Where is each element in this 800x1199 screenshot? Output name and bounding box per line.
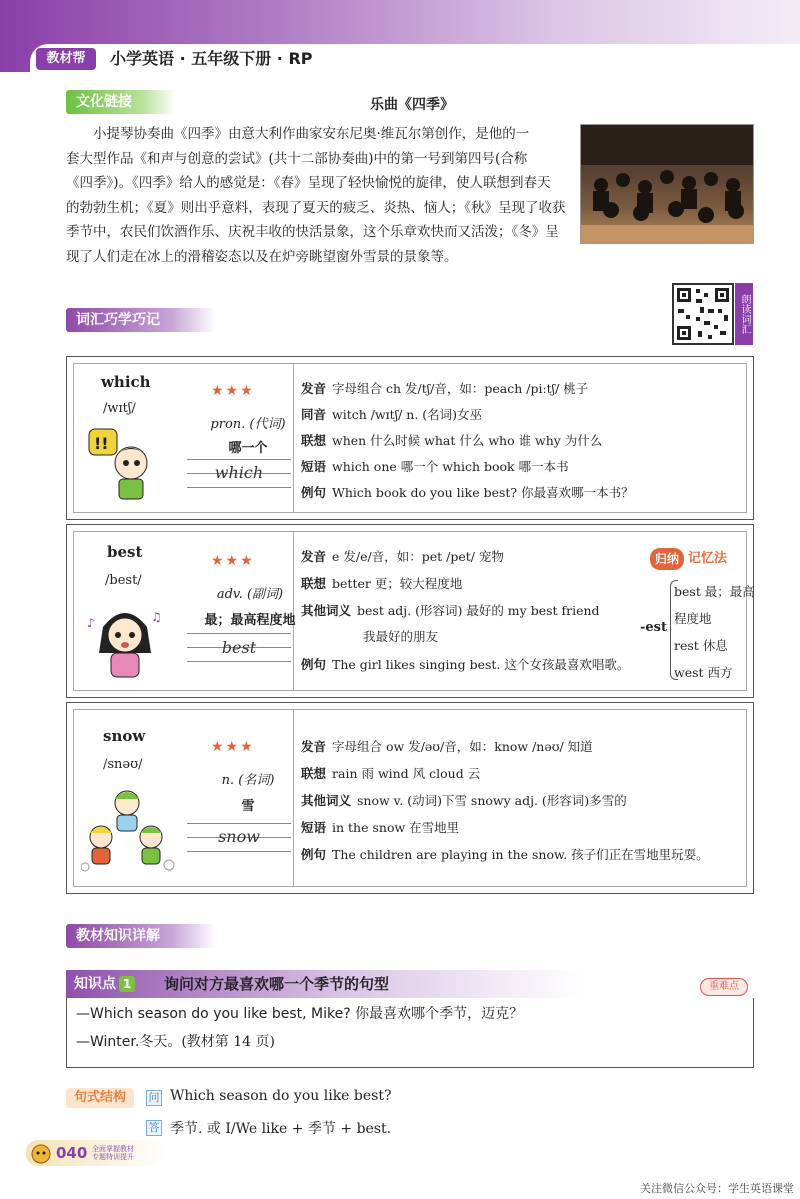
structure-tag: 句式结构	[66, 1088, 134, 1108]
word: best	[107, 543, 143, 561]
vocab-card-snow	[66, 702, 754, 894]
info-row: 短语 in the snow 在雪地里	[301, 820, 460, 835]
answer-mark-box: 答	[146, 1120, 162, 1136]
meaning: 雪	[241, 799, 255, 814]
qr-side-label: 朗读词汇	[735, 283, 753, 345]
kids-snow-illustration	[81, 785, 177, 879]
difficulty-badge: 重难点	[700, 978, 748, 996]
memory-item: rest 休息	[674, 638, 728, 653]
memory-list	[674, 578, 755, 686]
dialogue-line: —Which season do you like best, Mike? 你最喜欢哪个季节，迈克？	[76, 1006, 524, 1022]
info-row: 同音 witch /wɪtʃ/ n. (名词)女巫	[301, 407, 483, 422]
info-row: 短语 which one 哪一个 which book 哪一本书	[301, 459, 569, 474]
page-number: 040	[56, 1144, 88, 1162]
info-row: 其他词义 snow v. (动词)下雪 snowy adj. (形容词)多雪的	[301, 793, 627, 808]
info-row-continued: 我最好的朋友	[363, 629, 439, 644]
part-of-speech: adv. (副词)	[216, 587, 284, 602]
info-row: 联想 better 更；较大程度地	[301, 576, 463, 591]
vocab-card-which	[66, 356, 754, 520]
question-structure: Which season do you like best?	[170, 1088, 392, 1104]
answer-structure: 季节. 或 I/We like + 季节 + best.	[170, 1121, 392, 1137]
memory-item: 程度地	[674, 611, 712, 626]
brand-logo: 教材帮	[36, 48, 96, 70]
memory-item: best 最；最高	[674, 584, 755, 599]
culture-line: 小提琴协奏曲《四季》由意大利作曲家安东尼奥·维瓦尔第创作，是他的一	[93, 126, 530, 142]
vocab-tag: 词汇巧学巧记	[66, 308, 216, 332]
info-row: 其他词义 best adj. (形容词) 最好的 my best friend	[301, 603, 600, 618]
footer-slogan: 全面掌握教材 专题特训提升	[92, 1145, 134, 1161]
qr-code[interactable]	[672, 283, 734, 345]
memory-suffix: -est	[640, 620, 667, 635]
handwriting: which	[214, 463, 264, 482]
info-row: 发音 字母组合 ch 发/tʃ/音，如：peach /piːtʃ/ 桃子	[301, 381, 589, 396]
phonetic: /wɪtʃ/	[103, 401, 136, 416]
handwriting: snow	[218, 827, 260, 846]
word: which	[101, 373, 151, 391]
culture-line: 季节中，农民们饮酒作乐、庆祝丰收的快活景象，这个乐章欢快而又活泼；《冬》呈	[66, 224, 559, 240]
mascot-icon	[30, 1142, 52, 1168]
star-rating: ★★★	[211, 383, 255, 399]
info-row: 例句 The girl likes singing best. 这个女孩最喜欢唱歌。	[301, 657, 630, 672]
meaning: 哪一个	[228, 441, 268, 456]
svg-text:♫: ♫	[151, 610, 162, 624]
info-row: 发音 字母组合 ow 发/əʊ/音，如：know /nəʊ/ 知道	[301, 739, 593, 754]
question-mark-box: 问	[146, 1090, 162, 1106]
textbook-tag: 教材知识详解	[66, 924, 216, 948]
part-of-speech: pron. (代词)	[210, 417, 286, 432]
culture-line: 现了人们走在冰上的滑稽姿态以及在炉旁眺望窗外雪景的景象等。	[66, 248, 458, 265]
word: snow	[103, 727, 146, 745]
memory-item: west 西方	[674, 665, 733, 680]
meaning: 最；最高程度地	[204, 613, 296, 628]
culture-line: 《四季》)。《四季》给人的感觉是：《春》呈现了轻快愉悦的旋律，使人联想到春天	[66, 175, 551, 191]
memory-method-panel	[640, 544, 755, 692]
boy-thinking-illustration	[85, 425, 159, 509]
watermark: 关注微信公众号：学生英语课堂	[640, 1182, 794, 1195]
memory-title: 记忆法	[688, 551, 728, 566]
info-row: 例句 Which book do you like best? 你最喜欢哪一本书？	[301, 485, 634, 500]
knowledge-point-number: 知识点 1	[70, 973, 139, 995]
girl-singing-illustration	[85, 597, 165, 687]
culture-title: 乐曲《四季》	[370, 97, 454, 113]
culture-line: 套大型作品《和声与创意的尝试》(共十二部协奏曲)中的第一号到第四号(合称	[66, 150, 528, 167]
info-row: 例句 The children are playing in the snow. 孩子们正在雪地里玩耍。	[301, 847, 709, 862]
culture-tag: 文化链接	[66, 90, 176, 114]
info-row: 联想 rain 雨 wind 风 cloud 云	[301, 766, 481, 781]
culture-paragraph	[66, 122, 572, 269]
info-row: 联想 when 什么时候 what 什么 who 谁 why 为什么	[301, 433, 603, 448]
info-row: 发音 e 发/e/音，如：pet /pet/ 宠物	[301, 549, 504, 564]
handwriting: best	[221, 638, 257, 657]
knowledge-point-title: 询问对方最喜欢哪一个季节的句型	[164, 975, 390, 993]
book-title: 小学英语 · 五年级下册 · RP	[110, 49, 313, 68]
culture-line: 的勃勃生机；《夏》则出乎意料，表现了夏天的疲乏、炎热、恼人；《秋》呈现了收获	[66, 199, 566, 216]
dialogue-line: —Winter.冬天。(教材第 14 页)	[76, 1034, 275, 1050]
star-rating: ★★★	[211, 553, 255, 569]
phonetic: /snəʊ/	[103, 757, 143, 772]
phonetic: /best/	[105, 573, 142, 588]
orchestra-photo	[580, 124, 754, 244]
svg-text:♪: ♪	[87, 616, 95, 630]
star-rating: ★★★	[211, 739, 255, 755]
memory-tag: 归纳	[650, 548, 684, 570]
part-of-speech: n. (名词)	[221, 773, 275, 788]
svg-text:!!: !!	[94, 434, 109, 453]
